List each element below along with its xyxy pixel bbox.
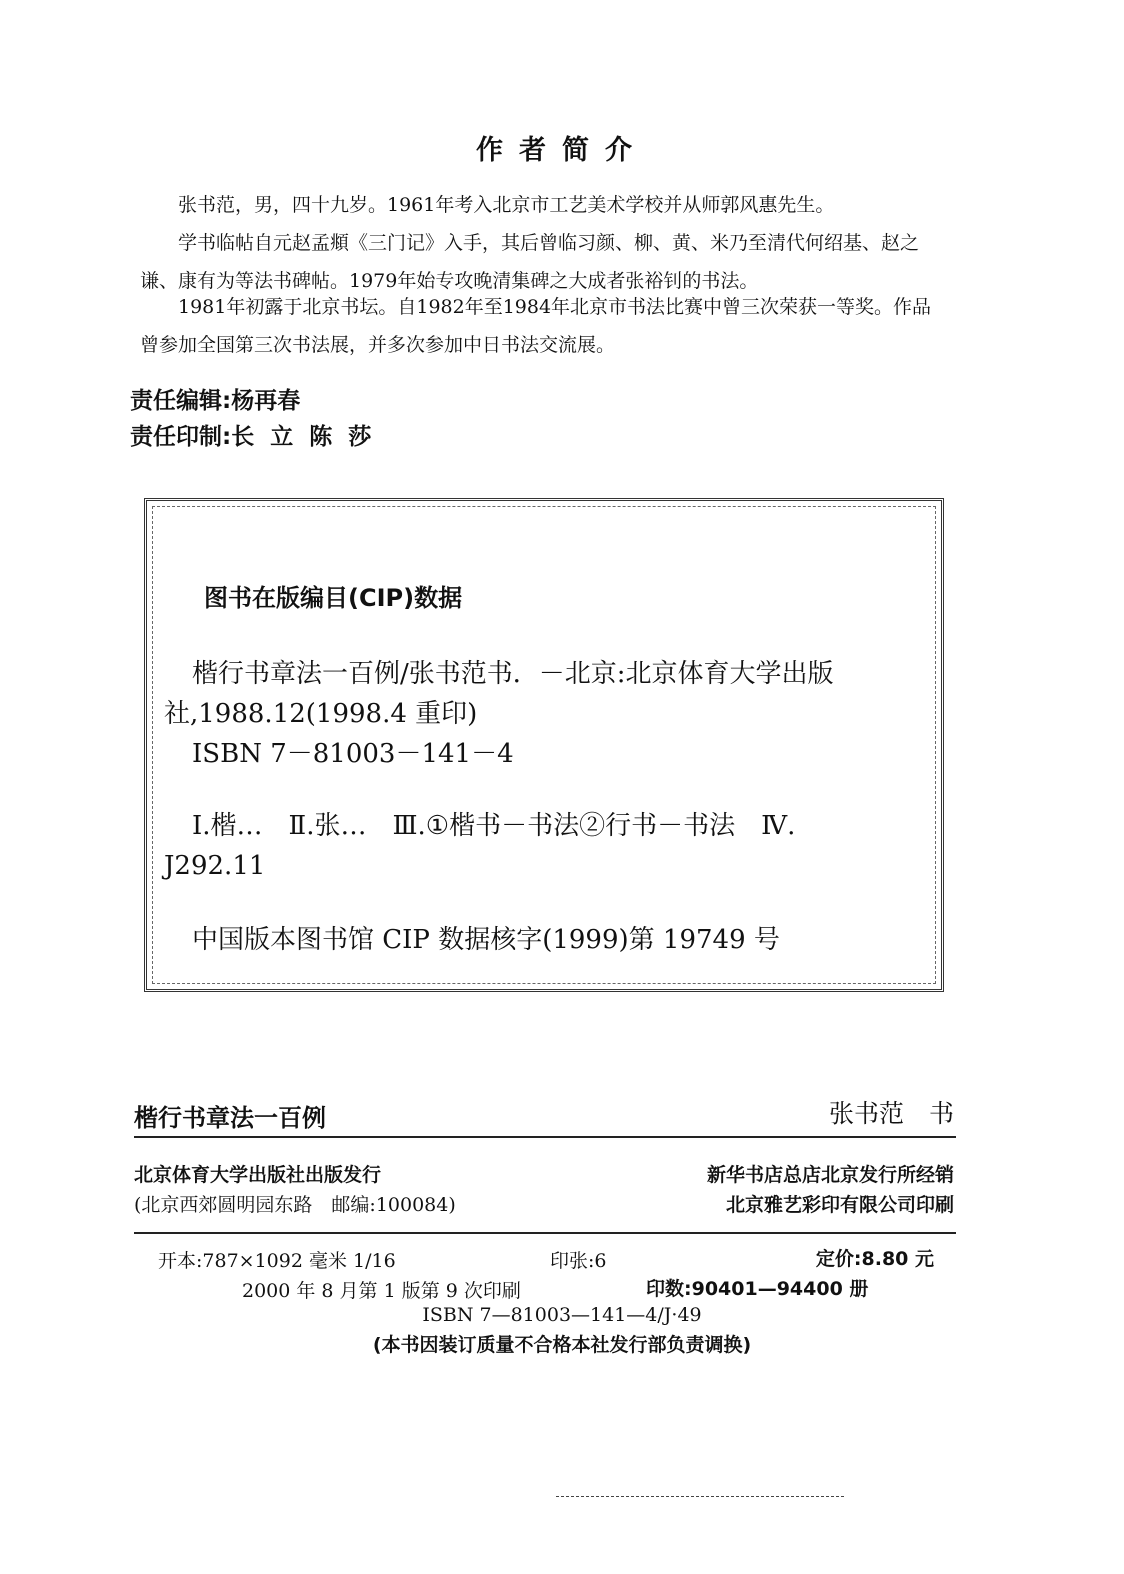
- intro-paragraph-3: 1981年初露于北京书坛。自1982年至1984年北京市书法比赛中曾三次荣获一等奖。作品曾参加全国第三次书法展，并多次参加中日书法交流展。: [140, 296, 932, 356]
- cip-classification-number: J292.11: [164, 851, 266, 881]
- colophon-notice: (本书因装订质量不合格本社发行部负责调换): [372, 1334, 752, 1356]
- cip-line-2: 社,1988.12(1998.4 重印): [164, 699, 478, 729]
- cip-isbn-line: ISBN 7－81003－141－4: [192, 739, 514, 769]
- colophon-address: (北京西郊圆明园东路 邮编:100084): [134, 1194, 456, 1216]
- colophon-publisher: 北京体育大学出版社出版发行: [134, 1164, 382, 1186]
- bottom-dashed-rule: [556, 1496, 844, 1497]
- colophon-book-title: 楷行书章法一百例: [134, 1104, 326, 1132]
- cip-heading: 图书在版编目(CIP)数据: [204, 584, 463, 612]
- colophon-sheets: 印张:6: [550, 1250, 607, 1272]
- colophon-print-run: 印数:90401—94400 册: [646, 1278, 869, 1300]
- colophon-distributor: 新华书店总店北京发行所经销: [706, 1164, 954, 1186]
- colophon-printer: 北京雅艺彩印有限公司印刷: [725, 1194, 954, 1216]
- colophon-isbn: ISBN 7—81003—141—4/J·49: [422, 1304, 702, 1326]
- cip-classification-line: Ⅰ.楷… Ⅱ.张… Ⅲ.①楷书－书法②行书－书法 Ⅳ.: [192, 811, 796, 841]
- colophon-rule-bottom: [134, 1232, 956, 1234]
- cip-line-1: 楷行书章法一百例/张书范书．－北京:北京体育大学出版: [192, 659, 834, 689]
- colophon-rule-top: [134, 1136, 956, 1138]
- intro-paragraph-1: 张书范，男，四十九岁。1961年考入北京市工艺美术学校并从师郭风惠先生。: [178, 194, 835, 216]
- colophon-price: 定价:8.80 元: [815, 1248, 934, 1270]
- cip-approval-number: 中国版本图书馆 CIP 数据核字(1999)第 19749 号: [192, 925, 780, 955]
- colophon-edition: 2000 年 8 月第 1 版第 9 次印刷: [242, 1280, 521, 1302]
- colophon-format: 开本:787×1092 毫米 1/16: [158, 1250, 396, 1272]
- responsible-printing: 责任印制:长 立 陈 莎: [130, 424, 372, 450]
- author-intro-title: 作者简介: [476, 135, 648, 166]
- colophon-author: 张书范 书: [828, 1099, 954, 1128]
- intro-paragraph-2: 学书临帖自元赵孟頫《三门记》入手，其后曾临习颜、柳、黄、米乃至清代何绍基、赵之谦、康有为等法书碑帖。1979年始专攻晚清集碑之大成者张裕钊的书法。: [140, 232, 920, 292]
- responsible-editor: 责任编辑:杨再春: [130, 388, 301, 414]
